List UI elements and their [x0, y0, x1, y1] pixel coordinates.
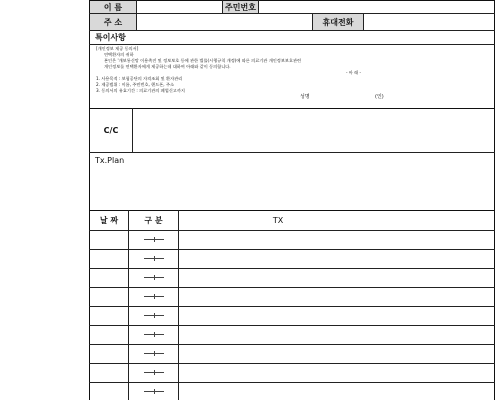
resident-no-label: 주민번호: [223, 1, 258, 13]
tooth-chart-tick-5: [154, 313, 155, 318]
consent-sign-label: 성명: [300, 94, 310, 100]
consent-seal-label: (인): [375, 94, 384, 100]
consent-item-3: 3. 동의서의 유효기간 : 의료기관의 폐업신고까지: [96, 88, 185, 93]
address-field[interactable]: [137, 14, 311, 30]
address-label: 주 소: [90, 14, 136, 30]
table-header-bottom: [89, 230, 495, 231]
txplan-field[interactable]: [90, 166, 493, 209]
table-row-line-4: [89, 306, 495, 307]
tx-header: TX: [272, 216, 284, 225]
tooth-chart-tick-7: [154, 351, 155, 356]
consent-line-2: 본인은 '개보통신망 이용촉진 및 정보보호 등에 관한 법률(시행규칙 개정)에 따른 의료기관 개인정보보호관련: [104, 58, 302, 63]
tooth-chart-tick-9: [154, 389, 155, 394]
cc-label: C/C: [103, 126, 119, 135]
special-notes-label: 특이사항: [95, 33, 126, 42]
row-line-3: [89, 44, 495, 45]
tooth-chart-tick-2: [154, 256, 155, 261]
table-row-line-1: [89, 249, 495, 250]
consent-center-mark: - 아 래 -: [345, 70, 362, 75]
table-row-line-8: [89, 382, 495, 383]
mobile-field[interactable]: [364, 14, 493, 30]
resident-no-field[interactable]: [259, 1, 493, 13]
txplan-label: Tx.Plan: [95, 155, 125, 165]
table-col-divider-2: [178, 210, 179, 400]
table-row-line-5: [89, 325, 495, 326]
cc-field[interactable]: [133, 109, 493, 152]
name-label: 이 름: [90, 1, 136, 13]
table-row-line-3: [89, 287, 495, 288]
consent-item-1: 1. 사용목적 : 보험공단의 자격조회 및 환자관리: [96, 76, 183, 81]
cc-bottom: [89, 152, 495, 153]
consent-block: [96, 46, 491, 94]
tooth-chart-tick-6: [154, 332, 155, 337]
tooth-chart-tick-4: [154, 294, 155, 299]
type-header: 구 분: [144, 216, 163, 225]
consent-line-3: 개인정보를 연택환자에게 제공하는데 대하여 아래와 같이 동의합니다.: [104, 64, 231, 69]
consent-item-2: 2. 제공범위 : 이름, 주민번호, 핸드폰, 주소: [96, 82, 175, 87]
date-header: 날 짜: [99, 216, 119, 225]
row-line-2: [89, 30, 495, 31]
consent-line-1: 연택환자의 귀하: [104, 52, 134, 57]
name-field[interactable]: [137, 1, 221, 13]
mobile-label: 휴대전화: [313, 14, 363, 30]
tooth-chart-tick-3: [154, 275, 155, 280]
tooth-chart-tick-8: [154, 370, 155, 375]
consent-title: [개인정보 제공 동의서]: [96, 46, 139, 51]
table-row-line-6: [89, 344, 495, 345]
tooth-chart-tick-1: [154, 237, 155, 242]
table-row-line-2: [89, 268, 495, 269]
table-row-line-7: [89, 363, 495, 364]
table-col-divider-1: [128, 210, 129, 400]
